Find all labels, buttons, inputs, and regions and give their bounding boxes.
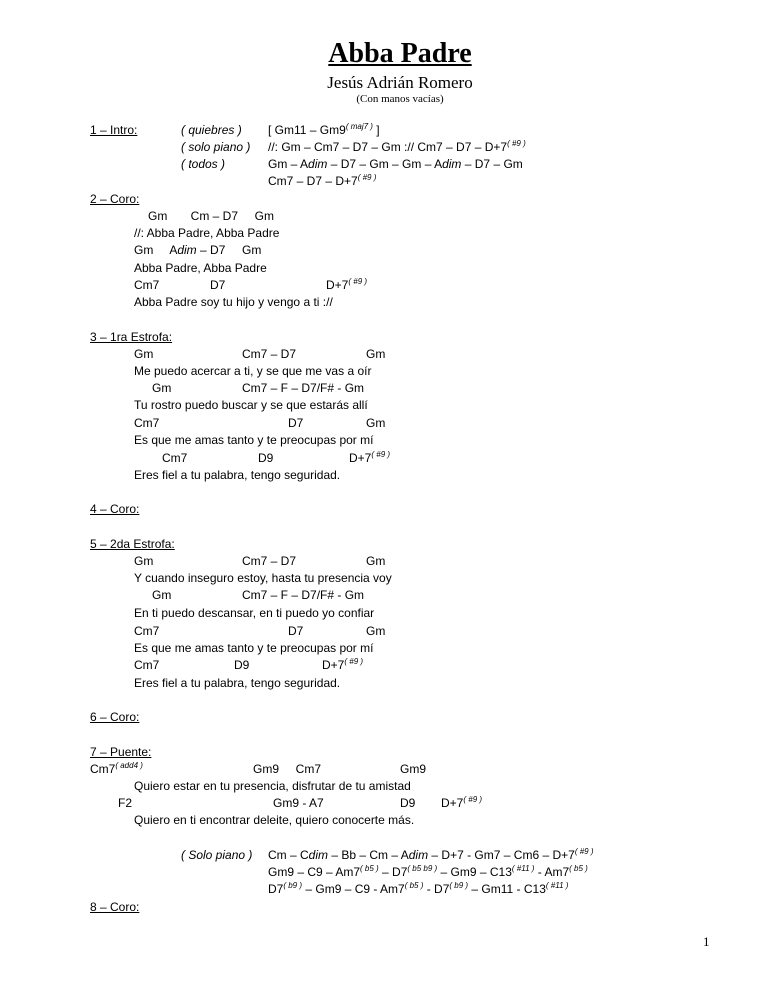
estrofa1-chord: $D+7^{( \#9 )}$ bbox=[349, 450, 391, 465]
estrofa1-chord: Cm7 – F – D7/F# - Gm bbox=[242, 381, 365, 395]
estrofa1-lyric-4: Eres fiel a tu palabra, tengo seguridad. bbox=[134, 468, 341, 482]
coro-lyric-1: //: Abba Padre, Abba Padre bbox=[134, 226, 280, 240]
estrofa1-chord: Gm bbox=[134, 347, 154, 361]
coro-chords-1: Gm Cm – D7 Gm bbox=[148, 209, 275, 223]
puente-chord: Gm9 - A7 bbox=[273, 796, 324, 810]
section-puente-heading: 7 – Puente: bbox=[90, 745, 152, 759]
estrofa2-chord: Gm bbox=[134, 554, 154, 568]
estrofa1-lyric-3: Es que me amas tanto y te preocupas por mí bbox=[134, 433, 374, 447]
puente-chord: Gm9 bbox=[400, 762, 427, 776]
song-subtitle: (Con manos vacías) bbox=[356, 93, 444, 105]
coro-chord-cm7: Cm7 bbox=[134, 278, 160, 292]
intro-tag-quiebres: ( quiebres ) bbox=[181, 123, 242, 137]
song-author: Jesús Adrián Romero bbox=[327, 73, 473, 92]
estrofa2-chord: Gm bbox=[366, 624, 386, 638]
puente-lyric-2: Quiero en ti encontrar deleite, quiero conocerte más. bbox=[134, 813, 415, 827]
estrofa2-chord: Gm bbox=[152, 588, 172, 602]
page-number: 1 bbox=[703, 934, 710, 949]
puente-chord-cm7add4: $Cm7^{( add4 )}$ bbox=[90, 761, 143, 776]
section-coro-4-heading: 4 – Coro: bbox=[90, 502, 140, 516]
estrofa2-chord: D7 bbox=[288, 624, 304, 638]
estrofa1-chord: Cm7 – D7 bbox=[242, 347, 297, 361]
estrofa2-chord: Gm bbox=[366, 554, 386, 568]
coro-chords-2: Gm Adim – D7 Gm bbox=[134, 243, 262, 257]
puente-chord: D9 bbox=[400, 796, 416, 810]
estrofa1-lyric-1: Me puedo acercar a ti, y se que me vas a oír bbox=[134, 364, 372, 378]
estrofa2-lyric-1: Y cuando inseguro estoy, hasta tu presencia voy bbox=[134, 571, 392, 585]
puente-chord: $D+7^{( \#9 )}$ bbox=[441, 795, 483, 810]
coro-lyric-3: Abba Padre soy tu hijo y vengo a ti :// bbox=[134, 295, 333, 309]
estrofa2-chord: Cm7 – D7 bbox=[242, 554, 297, 568]
section-coro-6-heading: 6 – Coro: bbox=[90, 710, 140, 724]
section-intro-heading: 1 – Intro: bbox=[90, 123, 138, 137]
intro-tag-todos: ( todos ) bbox=[181, 157, 226, 171]
estrofa2-lyric-3: Es que me amas tanto y te preocupas por mí bbox=[134, 641, 374, 655]
coro-lyric-2: Abba Padre, Abba Padre bbox=[134, 261, 267, 275]
estrofa1-chord: Cm7 bbox=[162, 451, 188, 465]
intro-line-4: $Cm7 - D7 - D+7^{( \#9 )}$ bbox=[268, 173, 377, 188]
puente-chord: Gm9 Cm7 bbox=[253, 762, 322, 776]
section-coro-8-heading: 8 – Coro: bbox=[90, 900, 140, 914]
section-coro-heading: 2 – Coro: bbox=[90, 192, 140, 206]
estrofa1-chord: Gm bbox=[152, 381, 172, 395]
coro-chord-daug7: $D+7^{( \#9 )}$ bbox=[326, 277, 368, 292]
estrofa1-lyric-2: Tu rostro puedo buscar y se que estarás allí bbox=[134, 398, 368, 412]
section-estrofa1-heading: 3 – 1ra Estrofa: bbox=[90, 330, 173, 344]
intro-line-1: [ $Gm11 - Gm9^{( maj7 )}$ ] bbox=[268, 122, 380, 137]
estrofa1-chord: Gm bbox=[366, 347, 386, 361]
estrofa2-lyric-2: En ti puedo descansar, en ti puedo yo confiar bbox=[134, 606, 375, 620]
estrofa2-chord: D9 bbox=[234, 658, 250, 672]
estrofa2-chord: Cm7 bbox=[134, 658, 160, 672]
intro-line-3: Gm – Adim – D7 – Gm – Gm – Adim – D7 – Gm bbox=[268, 157, 523, 171]
puente-lyric-1: Quiero estar en tu presencia, disfrutar de tu amistad bbox=[134, 779, 411, 793]
estrofa2-chord: $D+7^{( \#9 )}$ bbox=[322, 657, 364, 672]
solo-piano-line-1: Cm – Cdim – Bb – Cm – Adim – $D+7 - Gm7 - Cm6 - D+7^{( \#9 )}$ bbox=[268, 847, 594, 862]
estrofa1-chord: D7 bbox=[288, 416, 304, 430]
estrofa2-chord: Cm7 bbox=[134, 624, 160, 638]
estrofa1-chord: Gm bbox=[366, 416, 386, 430]
solo-piano-line-2: $Gm9 - C9 - Am7^{( b5 )} - D7^{( b5 b9 )} - Gm9 - C13^{( \#11 )} - Am7^{( b5 )}$ bbox=[268, 864, 588, 879]
estrofa2-chord: Cm7 – F – D7/F# - Gm bbox=[242, 588, 365, 602]
song-title: Abba Padre bbox=[328, 38, 472, 69]
coro-chord-d7: D7 bbox=[210, 278, 226, 292]
estrofa1-chord: D9 bbox=[258, 451, 274, 465]
intro-tag-solo-piano: ( solo piano ) bbox=[181, 140, 251, 154]
section-estrofa2-heading: 5 – 2da Estrofa: bbox=[90, 537, 175, 551]
solo-piano-tag: ( Solo piano ) bbox=[181, 848, 253, 862]
estrofa1-chord: Cm7 bbox=[134, 416, 160, 430]
solo-piano-line-3: $D7^{( b9 )} - Gm9 - C9 - Am7^{( b5 )} - D7^{( b9 )} - Gm11 - C13^{( \#11 )}$ bbox=[268, 881, 569, 896]
intro-line-2: //: Gm – Cm7 – D7 – Gm :// $Cm7 - D7 - D+7^{( \#9 )}$ bbox=[268, 139, 526, 154]
puente-chord: F2 bbox=[118, 796, 133, 810]
estrofa2-lyric-4: Eres fiel a tu palabra, tengo seguridad. bbox=[134, 676, 341, 690]
